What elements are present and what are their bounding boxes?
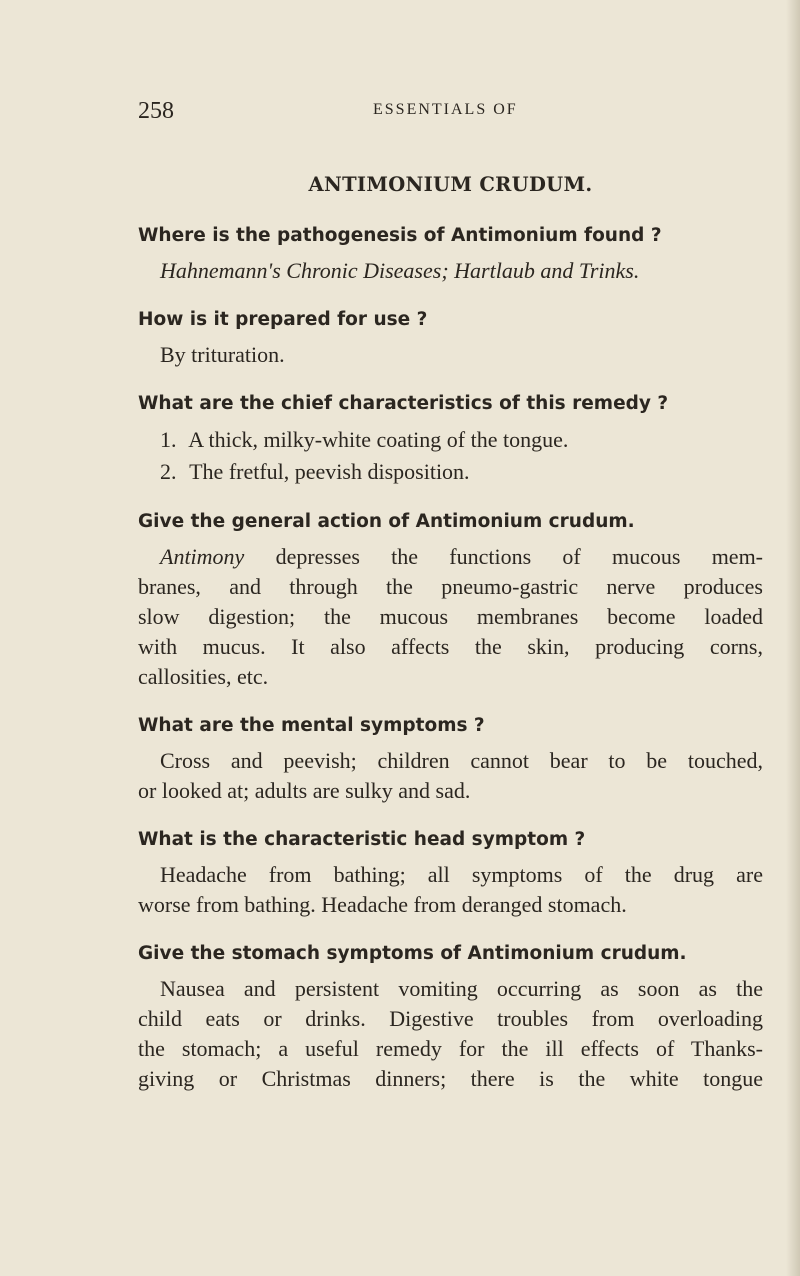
answer-line: with mucus. It also affects the skin, producing corns,: [138, 634, 763, 659]
qa-block-stomach-symptoms: [138, 940, 763, 1094]
question: How is it prepared for use ?: [138, 309, 428, 330]
answer: [138, 256, 763, 286]
qa-block-general-action: [138, 508, 763, 692]
list-text: A thick, milky-white coating of the tongue.: [188, 427, 569, 452]
answer-line: branes, and through the pneumo-gastric nerve produces: [138, 574, 763, 599]
answer-line: callosities, etc.: [138, 664, 269, 689]
answer-line: Antimony depresses the functions of mucous mem-: [160, 544, 764, 569]
answer-line: slow digestion; the mucous membranes become loaded: [138, 604, 763, 629]
page-body: [138, 168, 763, 1114]
answer: By trituration.: [160, 342, 285, 367]
page-edge-shadow: [786, 0, 800, 1276]
list-number: 1.: [160, 427, 177, 452]
answer-line: Nausea and persistent vomiting occurring as soon as the: [160, 976, 763, 1001]
answer: [138, 746, 763, 806]
answer-line: giving or Christmas dinners; there is the white tongue: [138, 1066, 763, 1091]
page-number: 258: [138, 98, 174, 124]
qa-block-preparation: [138, 306, 763, 370]
answer-line: or looked at; adults are sulky and sad.: [138, 778, 471, 803]
answer-line: Cross and peevish; children cannot bear to be touched,: [160, 748, 763, 773]
list-item: [138, 424, 763, 456]
list-text: The fretful, peevish disposition.: [189, 459, 470, 484]
qa-block-characteristics: [138, 390, 763, 488]
answer-lead: Antimony: [160, 544, 245, 569]
answer-conjunction: and: [540, 258, 574, 283]
answer-line: worse from bathing. Headache from deranged stomach.: [138, 892, 627, 917]
answer: [138, 860, 763, 920]
qa-block-head-symptom: [138, 826, 763, 920]
question: Where is the pathogenesis of Antimonium found ?: [138, 225, 662, 246]
answer-line: child eats or drinks. Digestive troubles from overloading: [138, 1006, 763, 1031]
answer-line: Headache from bathing; all symptoms of the drug are: [160, 862, 763, 887]
page-header: [138, 98, 758, 128]
question: What are the mental symptoms ?: [138, 715, 485, 736]
section-title: ANTIMONIUM CRUDUM.: [308, 173, 593, 196]
answer: [138, 974, 763, 1094]
question: Give the general action of Antimonium crudum.: [138, 511, 635, 532]
list-item: [138, 456, 763, 488]
answer: [138, 542, 763, 692]
answer-line: the stomach; a useful remedy for the ill effects of Thanks-: [138, 1036, 763, 1061]
answer-work-1: Hahnemann's Chronic Diseases;: [160, 258, 449, 283]
answer-work-3: Trinks.: [578, 258, 640, 283]
running-head: ESSENTIALS OF: [373, 101, 518, 118]
question: What is the characteristic head symptom ?: [138, 829, 586, 850]
qa-block-mental-symptoms: [138, 712, 763, 806]
question: What are the chief characteristics of this remedy ?: [138, 393, 669, 414]
qa-block-pathogenesis: [138, 222, 763, 286]
answer-work-2: Hartlaub: [454, 258, 535, 283]
question: Give the stomach symptoms of Antimonium crudum.: [138, 943, 687, 964]
characteristics-list: [138, 424, 763, 488]
list-number: 2.: [160, 459, 177, 484]
